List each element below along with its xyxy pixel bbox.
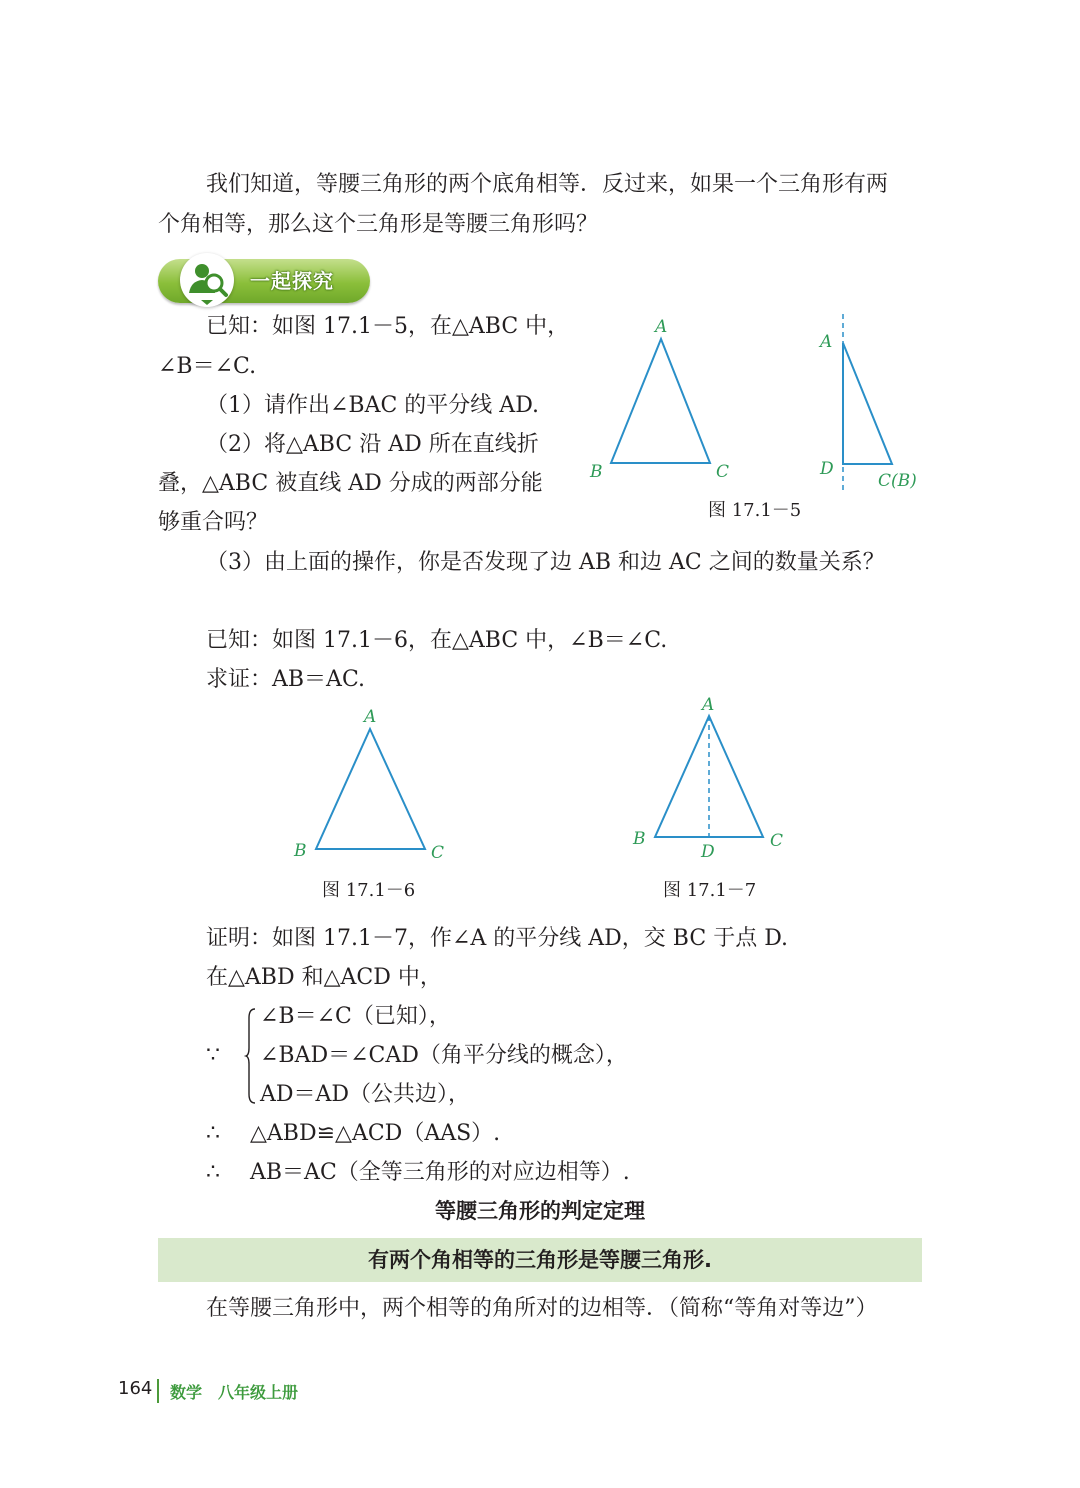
explore-question-2-line-1: （2）将△ABC 沿 AD 所在直线折 [206,432,539,457]
page-number: 164 [118,1378,153,1399]
fig5-folded-triangle [843,343,892,464]
proof-conclusion-2: AB＝AC（全等三角形的对应边相等）. [250,1160,630,1185]
fig5-label-b: B [590,462,603,482]
fig7-label-b: B [633,829,646,849]
proof-condition-2: ∠BAD＝∠CAD（角平分线的概念）， [260,1043,628,1068]
proof-to-prove: 求证：AB＝AC. [206,667,365,692]
fig5-label-a: A [655,317,668,337]
therefore-symbol-2: ∴ [206,1160,220,1185]
left-brace [246,1008,256,1104]
proof-condition-3: AD＝AD（公共边）， [260,1082,471,1107]
fig7-caption: 图 17.1－7 [663,880,757,901]
summary-line: 在等腰三角形中，两个相等的角所对的边相等．（简称“等角对等边”） [206,1296,878,1321]
fig7-label-d: D [701,842,715,862]
fig6-label-b: B [294,841,307,861]
theorem-statement: 有两个角相等的三角形是等腰三角形. [368,1248,712,1272]
book-title: 数学 八年级上册 [170,1383,299,1402]
figure-17-1-7 [620,690,820,870]
theorem-title: 等腰三角形的判定定理 [435,1199,645,1223]
therefore-symbol-1: ∴ [206,1121,220,1146]
explore-question-2-line-2: 叠，△ABC 被直线 AD 分成的两部分能 [158,471,543,496]
fig5-caption: 图 17.1－5 [708,500,802,521]
fig5-label-c: C [716,462,730,482]
proof-given: 已知：如图 17.1－6，在△ABC 中，∠B＝∠C. [206,628,668,653]
fig5-triangle-abc [611,339,710,463]
because-symbol: ∵ [206,1043,220,1068]
proof-line-1: 证明：如图 17.1－7，作∠A 的平分线 AD，交 BC 于点 D. [206,926,789,951]
figure-17-1-6 [280,700,480,870]
proof-condition-1: ∠B＝∠C（已知）， [260,1004,451,1029]
explore-given-line-1: 已知：如图 17.1－5，在△ABC 中， [206,314,570,339]
fig6-label-c: C [431,843,445,863]
fig5-fold-label-a: A [820,332,833,352]
explore-question-2-line-3: 够重合吗？ [158,510,269,535]
fig7-label-a: A [702,695,715,715]
explore-given-line-2: ∠B＝∠C. [158,354,257,379]
intro-line-1: 我们知道，等腰三角形的两个底角相等．反过来，如果一个三角形有两 [206,172,889,197]
magnifier-person-icon [180,253,234,307]
footer-divider [157,1379,159,1403]
explore-question-3: （3）由上面的操作，你是否发现了边 AB 和边 AC 之间的数量关系？ [206,550,885,575]
fig5-fold-label-cb: C(B) [878,471,917,491]
fig6-caption: 图 17.1－6 [322,880,416,901]
proof-line-2: 在△ABD 和△ACD 中， [206,965,442,990]
fig7-label-c: C [770,831,784,851]
proof-conclusion-1: △ABD≌△ACD（AAS）. [250,1121,501,1146]
explore-question-1: （1）请作出∠BAC 的平分线 AD. [206,393,540,418]
intro-line-2: 个角相等，那么这个三角形是等腰三角形吗？ [158,212,599,237]
fig6-label-a: A [364,707,377,727]
fig5-fold-label-d: D [820,459,834,479]
figure-17-1-5 [580,310,940,510]
explore-banner-label: 一起探究 [250,269,334,293]
fig6-triangle-abc [316,729,425,849]
